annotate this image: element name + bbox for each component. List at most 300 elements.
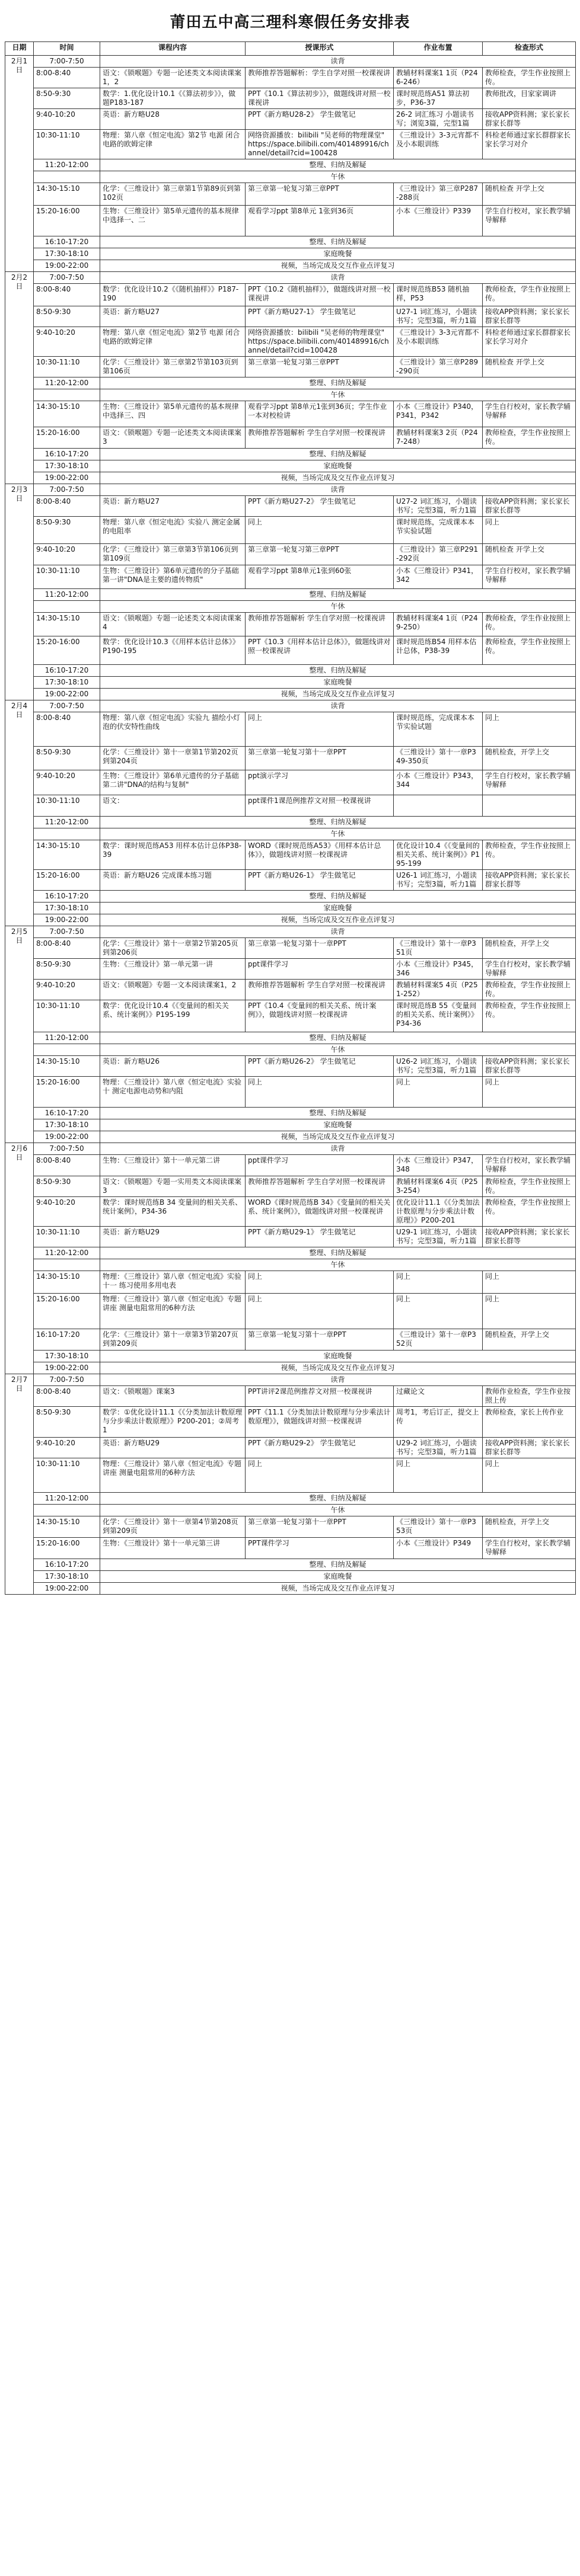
activity-cell: 读背 [100, 926, 576, 938]
schedule-row [5, 1407, 576, 1438]
activity-cell: 视频，当场完成及交互作业点评复习 [100, 1131, 576, 1143]
homework-cell: 教辅材料课案4 1页（P249-250） [394, 613, 483, 636]
activity-cell: 整理、归纳及解疑 [100, 817, 576, 828]
course-content-cell: 物理：第八章《恒定电流》实验九 描绘小灯泡的伏安特性曲线 [100, 712, 246, 747]
schedule-break-row [5, 1259, 576, 1271]
homework-cell: 《三维设计》第三章P287-288页 [394, 183, 483, 206]
course-content-cell: 生物：《三维设计》第5单元遗传的基本规律中选择一、二 [100, 206, 246, 236]
schedule-row [5, 1155, 576, 1176]
schedule-row [5, 1197, 576, 1227]
activity-cell: 午休 [100, 1259, 576, 1271]
time-cell: 14:30-15:10 [34, 613, 100, 636]
homework-cell: 小本《三维设计》P349 [394, 1538, 483, 1559]
teaching-form-cell: PPT课件学习 [246, 1538, 394, 1559]
teaching-form-cell: ppt课件学习 [246, 959, 394, 980]
teaching-form-cell: 第三章第一轮复习第十一章PPT [246, 938, 394, 959]
time-cell: 8:50-9:30 [34, 1407, 100, 1438]
check-form-cell: 学生自行校对，家长教学辅导解释 [483, 1155, 576, 1176]
time-cell: 19:00-22:00 [34, 260, 100, 272]
time-cell: 16:10-17:20 [34, 449, 100, 460]
teaching-form-cell: 同上 [246, 517, 394, 544]
teaching-form-cell: 同上 [246, 712, 394, 747]
time-cell: 9:40-10:20 [34, 770, 100, 795]
schedule-break-row [5, 389, 576, 401]
activity-cell: 视频，当场完成及交互作业点评复习 [100, 1583, 576, 1595]
course-content-cell: 生物：《三维设计》第6单元遗传的分子基础第二讲"DNA的结构与复制" [100, 770, 246, 795]
course-content-cell: 生物：《三维设计》第十一单元第三讲 [100, 1538, 246, 1559]
time-cell: 8:50-9:30 [34, 88, 100, 109]
schedule-row [5, 613, 576, 636]
schedule-break-row [5, 665, 576, 677]
activity-cell: 家庭晚餐 [100, 248, 576, 260]
header-row [5, 42, 576, 56]
check-form-cell: 接收APP资料测；家长家长群家长群等 [483, 109, 576, 130]
teaching-form-cell: PPT《10.2《随机抽样》》，做题线讲对照一校课视讲 [246, 284, 394, 306]
check-form-cell: 教师批改，目家家调讲 [483, 88, 576, 109]
activity-cell: 家庭晚餐 [100, 677, 576, 689]
schedule-row [5, 427, 576, 449]
time-cell: 8:00-8:40 [34, 1386, 100, 1407]
time-cell: 11:20-12:00 [34, 1032, 100, 1044]
check-form-cell: 同上 [483, 1294, 576, 1329]
activity-cell: 整理、归纳及解疑 [100, 589, 576, 601]
teaching-form-cell: 教师推荐答题解析 学生自学对照一校课视讲 [246, 613, 394, 636]
time-cell: 14:30-15:10 [34, 1271, 100, 1294]
homework-cell: 小本《三维设计》P347，348 [394, 1155, 483, 1176]
time-cell: 8:00-8:40 [34, 284, 100, 306]
teaching-form-cell: 第三章第一轮复习第十一章PPT [246, 1516, 394, 1538]
homework-cell: 教辅材料课案5 4页（P251-252） [394, 980, 483, 1000]
time-cell: 19:00-22:00 [34, 1131, 100, 1143]
time-cell: 16:10-17:20 [34, 891, 100, 903]
header-homework: 作业布置 [394, 42, 483, 56]
check-form-cell: 教师作业检查，学生作业按照上传 [483, 1386, 576, 1407]
homework-cell: 同上 [394, 1271, 483, 1294]
date-cell: 2月1日 [5, 56, 34, 272]
schedule-break-row [5, 272, 576, 284]
homework-cell: U27-2 词汇练习，小题读书写；完型3篇，听力1篇 [394, 496, 483, 517]
course-content-cell: 数学：优化设计10.4《《变量间的相关关系、统计案例》》P195-199 [100, 1000, 246, 1032]
schedule-break-row [5, 472, 576, 484]
time-cell: 16:10-17:20 [34, 236, 100, 248]
activity-cell: 家庭晚餐 [100, 1351, 576, 1362]
course-content-cell: 数学：优化设计10.3《《用样本估计总体》》P190-195 [100, 636, 246, 665]
activity-cell: 整理、归纳及解疑 [100, 377, 576, 389]
check-form-cell: 学生自行校对，家长教学辅导解释 [483, 959, 576, 980]
homework-cell: 课时规范练B 55《变量间的相关关系、统计案例》》P34-36 [394, 1000, 483, 1032]
schedule-row [5, 544, 576, 565]
check-form-cell: 接收APP资料测；家长家长群家长群等 [483, 1227, 576, 1247]
time-cell: 8:00-8:40 [34, 938, 100, 959]
activity-cell: 读背 [100, 56, 576, 68]
activity-cell: 视频，当场完成及交互作业点评复习 [100, 260, 576, 272]
schedule-break-row [5, 903, 576, 914]
schedule-break-row [5, 1131, 576, 1143]
schedule-break-row [5, 260, 576, 272]
check-form-cell: 接收APP资料测；家长家长群家长群等 [483, 1056, 576, 1077]
time-cell [34, 1044, 100, 1056]
course-content-cell: 数学：优化设计10.2《《随机抽样》》P187-190 [100, 284, 246, 306]
homework-cell: 优化设计11.1《《分类加法计数原理与分步乘法计数原理》》P200-201 [394, 1197, 483, 1227]
time-cell: 8:50-9:30 [34, 747, 100, 770]
course-content-cell: 英语：新方略U29 [100, 1227, 246, 1247]
schedule-row [5, 1271, 576, 1294]
check-form-cell: 随机检查 开学上交 [483, 544, 576, 565]
activity-cell: 午休 [100, 389, 576, 401]
teaching-form-cell: 观看学习ppt 第8单元 1张到36页 [246, 206, 394, 236]
check-form-cell: 教师检查，学生作业按照上传。 [483, 980, 576, 1000]
teaching-form-cell: 同上 [246, 1294, 394, 1329]
schedule-break-row [5, 159, 576, 171]
course-content-cell: 化学：《三维设计》第三章第1节第89页到第102页 [100, 183, 246, 206]
activity-cell: 整理、归纳及解疑 [100, 1247, 576, 1259]
teaching-form-cell: 教师推荐答题解析 学生自学对照一校课视讲 [246, 980, 394, 1000]
time-cell: 19:00-22:00 [34, 472, 100, 484]
time-cell: 8:50-9:30 [34, 1176, 100, 1197]
time-cell: 11:20-12:00 [34, 1247, 100, 1259]
check-form-cell: 学生自行校对，家长教学辅导解释 [483, 206, 576, 236]
schedule-row [5, 747, 576, 770]
time-cell: 17:30-18:10 [34, 248, 100, 260]
teaching-form-cell: 观看学习ppt 第8单元1张到36页；学生作业一本对校检讲 [246, 401, 394, 427]
course-content-cell: 生物：《三维设计》第5单元遗传的基本规律中选择三、四 [100, 401, 246, 427]
homework-cell: 《三维设计》3-3元宵都不及小本眼训练 [394, 327, 483, 357]
time-cell [34, 828, 100, 840]
schedule-break-row [5, 828, 576, 840]
check-form-cell [483, 795, 576, 817]
schedule-row [5, 1056, 576, 1077]
schedule-break-row [5, 914, 576, 926]
schedule-break-row [5, 1108, 576, 1119]
check-form-cell: 随机检查，开学上交 [483, 747, 576, 770]
course-content-cell: 物理：第八章《恒定电流》第2节 电源 闭合电路的欧姆定律 [100, 327, 246, 357]
teaching-form-cell: 教师推荐答题解析：学生自学对照一校课视讲 [246, 68, 394, 88]
time-cell: 11:20-12:00 [34, 817, 100, 828]
teaching-form-cell: WORD《课时规范练B 34》《变量间的相关关系、统计案例》》，做题线讲对照一校课视讲 [246, 1197, 394, 1227]
schedule-row [5, 401, 576, 427]
homework-cell: 课时规范练，完成课本本节实验试题 [394, 712, 483, 747]
teaching-form-cell: 第三章第一轮复习第十一章PPT [246, 1329, 394, 1351]
schedule-break-row [5, 689, 576, 700]
schedule-break-row [5, 1583, 576, 1595]
teaching-form-cell: PPT《10.4《变量间的相关关系、统计案例》》，做题线讲对照一校课视讲 [246, 1000, 394, 1032]
teaching-form-cell: PPT《新方略U29-2》 学生做笔记 [246, 1438, 394, 1458]
course-content-cell: 英语：新方略U27 [100, 496, 246, 517]
teaching-form-cell: PPT《新方略U27-2》 学生做笔记 [246, 496, 394, 517]
schedule-row [5, 1538, 576, 1559]
time-cell: 11:20-12:00 [34, 377, 100, 389]
homework-cell: 同上 [394, 1294, 483, 1329]
course-content-cell: 物理：《三维设计》第八章《恒定电流》专题讲座 测量电阻常用的6种方法 [100, 1294, 246, 1329]
homework-cell: 课时规范练B54 用样本估计总体，P38-39 [394, 636, 483, 665]
time-cell: 10:30-11:10 [34, 1000, 100, 1032]
time-cell: 19:00-22:00 [34, 1362, 100, 1374]
time-cell: 9:40-10:20 [34, 327, 100, 357]
schedule-row [5, 1176, 576, 1197]
time-cell: 7:00-7:50 [34, 272, 100, 284]
schedule-row [5, 306, 576, 327]
time-cell: 14:30-15:10 [34, 840, 100, 870]
time-cell: 10:30-11:10 [34, 130, 100, 159]
activity-cell: 读背 [100, 700, 576, 712]
schedule-break-row [5, 449, 576, 460]
schedule-break-row [5, 1044, 576, 1056]
time-cell: 17:30-18:10 [34, 1351, 100, 1362]
check-form-cell: 同上 [483, 1458, 576, 1493]
check-form-cell: 学生自行校对，家长教学辅导解释 [483, 1538, 576, 1559]
check-form-cell: 接收APP资料测；家长家长群家长群等 [483, 1438, 576, 1458]
time-cell: 10:30-11:10 [34, 795, 100, 817]
activity-cell: 整理、归纳及解疑 [100, 891, 576, 903]
course-content-cell: 数学：课时规范练A53 用样本估计总体P38-39 [100, 840, 246, 870]
date-cell: 2月7日 [5, 1374, 34, 1595]
schedule-break-row [5, 460, 576, 472]
course-content-cell: 生物：《三维设计》第一单元第一讲 [100, 959, 246, 980]
time-cell: 16:10-17:20 [34, 1559, 100, 1571]
time-cell: 9:40-10:20 [34, 109, 100, 130]
course-content-cell: 英语：新方略U26 完成课本练习题 [100, 870, 246, 891]
check-form-cell: 科检老师通过家长群群家长家长学习对介 [483, 327, 576, 357]
homework-cell: 课时规范练A51 算法初步，P36-37 [394, 88, 483, 109]
teaching-form-cell: 第三章第一轮复习第三章PPT [246, 544, 394, 565]
date-cell: 2月5日 [5, 926, 34, 1143]
course-content-cell: 化学：《三维设计》第三章第3节第106页到第109页 [100, 544, 246, 565]
time-cell: 9:40-10:20 [34, 1438, 100, 1458]
schedule-break-row [5, 377, 576, 389]
teaching-form-cell: 同上 [246, 1077, 394, 1108]
course-content-cell: 化学：《三维设计》第三章第2节第103页到第106页 [100, 357, 246, 377]
check-form-cell: 教师检查，学生作业按照上传。 [483, 613, 576, 636]
homework-cell [394, 795, 483, 817]
teaching-form-cell: PPT《新方略U28-2》 学生做笔记 [246, 109, 394, 130]
activity-cell: 视频，当场完成及交互作业点评复习 [100, 1362, 576, 1374]
homework-cell: U29-1 词汇练习，小题读书写；完型3篇，听力1篇 [394, 1227, 483, 1247]
check-form-cell: 学生自行校对，家长教学辅导解释 [483, 565, 576, 589]
schedule-row [5, 959, 576, 980]
time-cell: 14:30-15:10 [34, 1516, 100, 1538]
activity-cell: 整理、归纳及解疑 [100, 1559, 576, 1571]
schedule-row [5, 1516, 576, 1538]
activity-cell: 午休 [100, 601, 576, 613]
homework-cell: 课时规范练B53 随机抽样，P53 [394, 284, 483, 306]
homework-cell: 过藏论文 [394, 1386, 483, 1407]
teaching-form-cell: PPT《10.1《算法初步》》，做题线讲对照一校课视讲 [246, 88, 394, 109]
teaching-form-cell: 同上 [246, 1458, 394, 1493]
activity-cell: 午休 [100, 171, 576, 183]
schedule-break-row [5, 589, 576, 601]
header-time: 时间 [34, 42, 100, 56]
course-content-cell: 化学：《三维设计》第十一章第3节第207页到第209页 [100, 1329, 246, 1351]
time-cell: 17:30-18:10 [34, 460, 100, 472]
schedule-row [5, 130, 576, 159]
course-content-cell: 语文：《锁喉题》专题一文本阅读课案1，2 [100, 980, 246, 1000]
time-cell: 8:00-8:40 [34, 496, 100, 517]
schedule-break-row [5, 601, 576, 613]
activity-cell: 视频，当场完成及交互作业点评复习 [100, 914, 576, 926]
time-cell: 8:50-9:30 [34, 306, 100, 327]
course-content-cell: 化学：《三维设计》第十一章第2节第205页到第206页 [100, 938, 246, 959]
date-cell: 2月2日 [5, 272, 34, 484]
schedule-row [5, 496, 576, 517]
homework-cell: U26-1 词汇练习，小题读书写；完型3篇，听力1篇 [394, 870, 483, 891]
course-content-cell: 语文：《锁喉题》专题一论述类文本阅读课案4 [100, 613, 246, 636]
course-content-cell: 物理：《三维设计》第八章《恒定电流》实验十 测定电源电动势和内阻 [100, 1077, 246, 1108]
schedule-row [5, 357, 576, 377]
time-cell: 15:20-16:00 [34, 427, 100, 449]
teaching-form-cell: 教师推荐答题解析 学生自学对照一校课视讲 [246, 427, 394, 449]
activity-cell: 视频，当场完成及交互作业点评复习 [100, 689, 576, 700]
schedule-break-row [5, 817, 576, 828]
schedule-row [5, 1227, 576, 1247]
teaching-form-cell: PPT《新方略U29-1》 学生做笔记 [246, 1227, 394, 1247]
homework-cell: 教辅材料课案3 2页（P247-248） [394, 427, 483, 449]
time-cell: 19:00-22:00 [34, 1583, 100, 1595]
time-cell: 15:20-16:00 [34, 870, 100, 891]
check-form-cell: 同上 [483, 712, 576, 747]
course-content-cell: 化学：《三维设计》第十一章第1节第202页到第204页 [100, 747, 246, 770]
teaching-form-cell: ppt课件1课范例推荐文对照一校课视讲 [246, 795, 394, 817]
schedule-break-row [5, 248, 576, 260]
teaching-form-cell: PPT《10.3《用样本估计总体》》，做题线讲对照一校课视讲 [246, 636, 394, 665]
schedule-break-row [5, 1374, 576, 1386]
course-content-cell: 英语：新方略U26 [100, 1056, 246, 1077]
schedule-row [5, 980, 576, 1000]
time-cell: 14:30-15:10 [34, 401, 100, 427]
schedule-break-row [5, 926, 576, 938]
time-cell [34, 1259, 100, 1271]
homework-cell: 26-2 词汇练习 小题读书写；浏览3篇，完型1篇 [394, 109, 483, 130]
header-date: 日期 [5, 42, 34, 56]
check-form-cell: 随机检查 开学上交 [483, 357, 576, 377]
activity-cell: 午休 [100, 828, 576, 840]
activity-cell: 读背 [100, 1374, 576, 1386]
time-cell: 7:00-7:50 [34, 926, 100, 938]
schedule-break-row [5, 1143, 576, 1155]
time-cell: 19:00-22:00 [34, 914, 100, 926]
time-cell: 7:00-7:50 [34, 484, 100, 496]
schedule-row [5, 1438, 576, 1458]
course-content-cell: 物理：第八章《恒定电流》实验八 测定金属的电阻率 [100, 517, 246, 544]
teaching-form-cell: ppt演示学习 [246, 770, 394, 795]
check-form-cell: 随机检查 开学上交 [483, 183, 576, 206]
check-form-cell: 科检老师通过家长群群家长家长学习对介 [483, 130, 576, 159]
schedule-row [5, 795, 576, 817]
schedule-break-row [5, 677, 576, 689]
homework-cell: 优化设计10.4《《变量间的相关关系、统计案例》》P195-199 [394, 840, 483, 870]
teaching-form-cell: WORD《课时规范练A53》《用样本估计总体》》，做题线讲对照一校课视讲 [246, 840, 394, 870]
activity-cell: 午休 [100, 1044, 576, 1056]
schedule-break-row [5, 1119, 576, 1131]
schedule-break-row [5, 171, 576, 183]
activity-cell: 读背 [100, 484, 576, 496]
course-content-cell: 英语：新方略U29 [100, 1438, 246, 1458]
schedule-break-row [5, 1505, 576, 1516]
time-cell: 17:30-18:10 [34, 1571, 100, 1583]
course-content-cell: 语文：《锁喉题》专题一实用类文本阅读课案3 [100, 1176, 246, 1197]
schedule-row [5, 109, 576, 130]
time-cell: 9:40-10:20 [34, 544, 100, 565]
homework-cell: 小本《三维设计》P343，344 [394, 770, 483, 795]
time-cell: 16:10-17:20 [34, 1108, 100, 1119]
homework-cell: 教辅材料课案1 1页（P246-246） [394, 68, 483, 88]
schedule-table [5, 41, 576, 1595]
check-form-cell: 教师检查，学生作业按照上传。 [483, 1176, 576, 1197]
schedule-break-row [5, 1351, 576, 1362]
activity-cell: 读背 [100, 1143, 576, 1155]
schedule-row [5, 840, 576, 870]
header-content: 课程内容 [100, 42, 246, 56]
time-cell: 16:10-17:20 [34, 665, 100, 677]
time-cell: 8:50-9:30 [34, 959, 100, 980]
course-content-cell: 数学：课时规范练B 34 变量间的相关关系、统计案例》，P34-36 [100, 1197, 246, 1227]
schedule-row [5, 938, 576, 959]
course-content-cell: 英语：新方略U28 [100, 109, 246, 130]
course-content-cell: 语文： [100, 795, 246, 817]
date-cell: 2月6日 [5, 1143, 34, 1374]
check-form-cell: 教师检查，学生作业按照上传。 [483, 1197, 576, 1227]
teaching-form-cell: 第三章第一轮复习第三章PPT [246, 183, 394, 206]
activity-cell: 视频，当场完成及交互作业点评复习 [100, 472, 576, 484]
time-cell: 7:00-7:50 [34, 700, 100, 712]
time-cell: 8:50-9:30 [34, 517, 100, 544]
time-cell: 9:40-10:20 [34, 1197, 100, 1227]
time-cell: 16:10-17:20 [34, 1329, 100, 1351]
check-form-cell: 接收APP资料测；家长家长群家长群等 [483, 496, 576, 517]
time-cell [34, 1505, 100, 1516]
schedule-row [5, 712, 576, 747]
time-cell: 14:30-15:10 [34, 183, 100, 206]
time-cell: 8:00-8:40 [34, 1155, 100, 1176]
teaching-form-cell: PPT《新方略U26-1》 学生做笔记 [246, 870, 394, 891]
homework-cell: 《三维设计》第十一章P349-350页 [394, 747, 483, 770]
check-form-cell: 学生自行校对，家长教学辅导解释 [483, 401, 576, 427]
activity-cell: 整理、归纳及解疑 [100, 236, 576, 248]
homework-cell: U29-2 词汇练习，小题读书写；完型3篇，听力1篇 [394, 1438, 483, 1458]
activity-cell: 整理、归纳及解疑 [100, 159, 576, 171]
activity-cell: 家庭晚餐 [100, 1571, 576, 1583]
schedule-row [5, 284, 576, 306]
homework-cell: 周考1，考后订正，提交上传 [394, 1407, 483, 1438]
check-form-cell: 教师检查，家长上传作业 [483, 1407, 576, 1438]
course-content-cell: 生物：《三维设计》第十一单元第二讲 [100, 1155, 246, 1176]
time-cell: 15:20-16:00 [34, 206, 100, 236]
activity-cell: 整理、归纳及解疑 [100, 1493, 576, 1505]
teaching-form-cell: 第三章第一轮复习第十一章PPT [246, 747, 394, 770]
time-cell: 8:00-8:40 [34, 68, 100, 88]
schedule-row [5, 183, 576, 206]
teaching-form-cell: 同上 [246, 1271, 394, 1294]
homework-cell: 《三维设计》第十一章P353页 [394, 1516, 483, 1538]
check-form-cell: 教师检查，学生作业按照上传。 [483, 427, 576, 449]
time-cell: 15:20-16:00 [34, 1538, 100, 1559]
course-content-cell: 语文：《锁喉题》专题一论述类文本阅读课案1，2 [100, 68, 246, 88]
activity-cell: 整理、归纳及解疑 [100, 1032, 576, 1044]
schedule-break-row [5, 891, 576, 903]
course-content-cell: 数学：①优化设计11.1《《分类加法计数原理与分步乘法计数原理》》P200-201；②周考1 [100, 1407, 246, 1438]
homework-cell: 课时规范练，完成课本本节实验试题 [394, 517, 483, 544]
time-cell: 11:20-12:00 [34, 159, 100, 171]
schedule-row [5, 1000, 576, 1032]
time-cell: 15:20-16:00 [34, 1294, 100, 1329]
teaching-form-cell: ppt课件学习 [246, 1155, 394, 1176]
schedule-body [5, 56, 576, 1595]
schedule-row [5, 1458, 576, 1493]
homework-cell: U26-2 词汇练习，小题读书写；完型3篇，听力1篇 [394, 1056, 483, 1077]
time-cell: 9:40-10:20 [34, 980, 100, 1000]
check-form-cell: 同上 [483, 1077, 576, 1108]
schedule-row [5, 1329, 576, 1351]
activity-cell: 午休 [100, 1505, 576, 1516]
